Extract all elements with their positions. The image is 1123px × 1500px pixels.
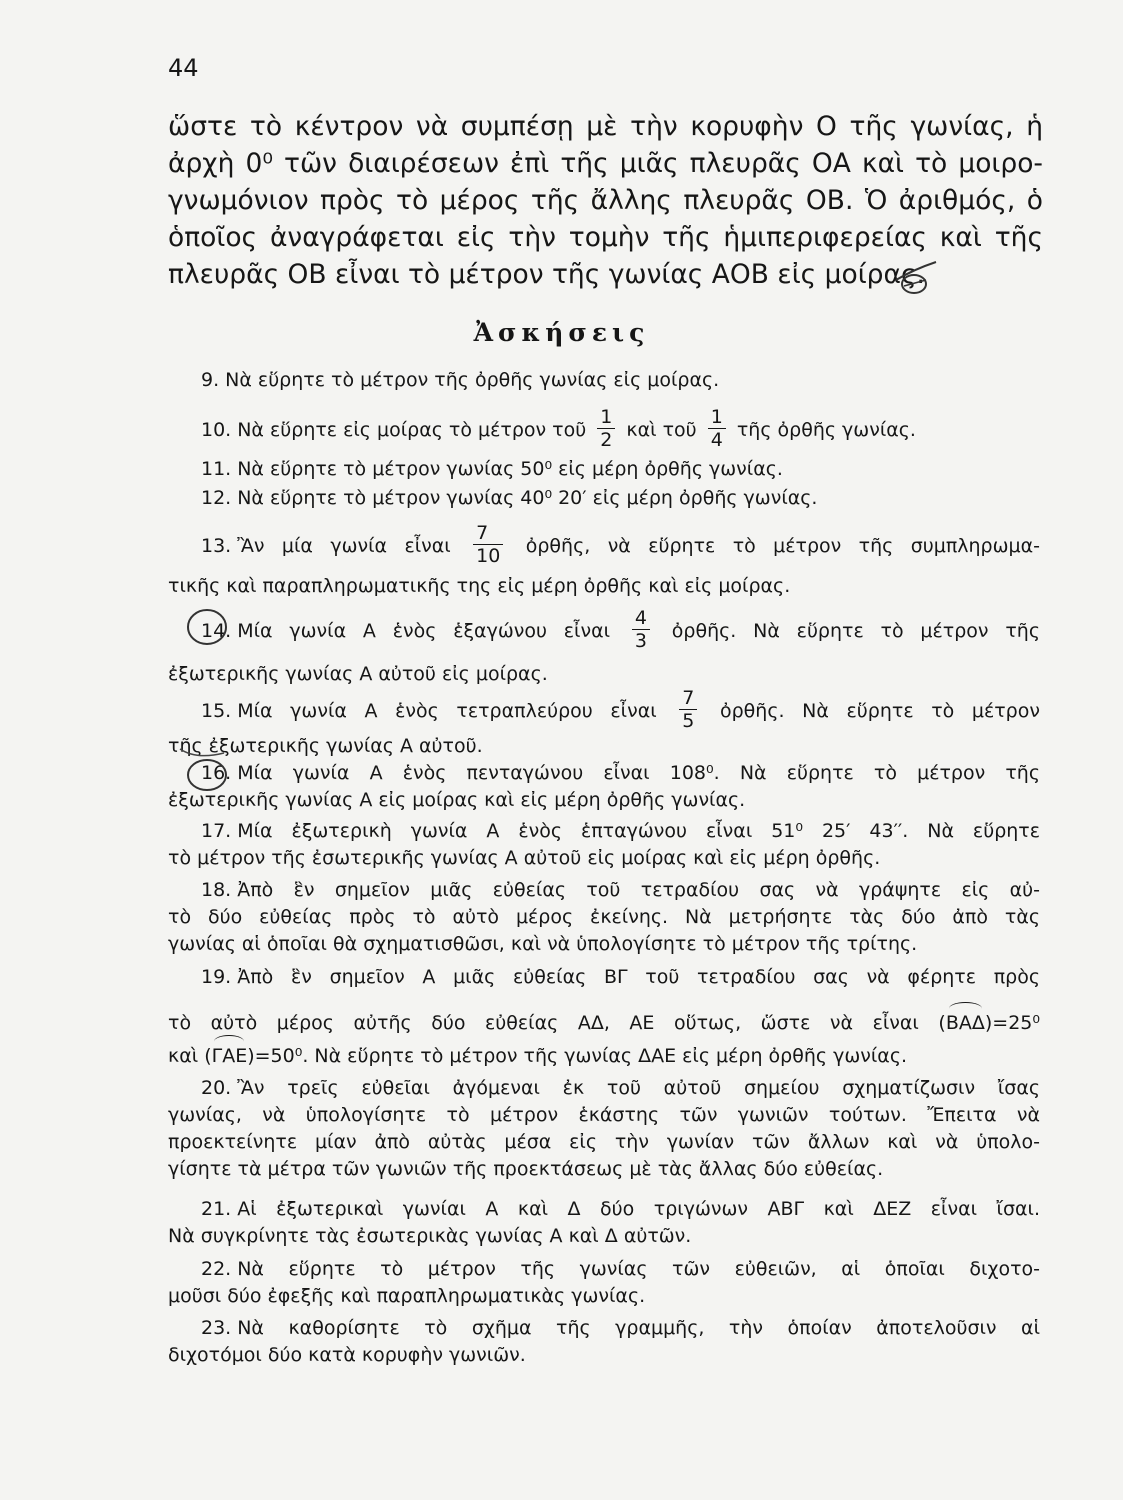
intro-line: ἀρχὴ 0⁰ τῶν διαιρέσεων ἐπὶ τῆς μιᾶς πλευρᾶς ΟΑ καὶ τὸ μοιρο-	[168, 148, 1043, 179]
fraction-four-thirds	[632, 607, 650, 652]
intro-line: ὥστε τὸ κέντρον νὰ συμπέσῃ μὲ τὴν κορυφὴν Ο τῆς γωνίας, ἡ	[168, 111, 1043, 142]
fraction-one-quarter	[708, 406, 726, 451]
exercise-18	[168, 877, 1040, 958]
exercise-text: Μία γωνία Α ἑνὸς ἑξαγώνου εἶναι	[237, 620, 611, 642]
fraction-seven-tenths	[473, 522, 503, 567]
exercise-text: Νὰ καθορίσητε τὸ σχῆμα τῆς γραμμῆς, τὴν ὁποίαν ἀποτελοῦσιν αἱ	[237, 1317, 1040, 1339]
exercise-text: Ἂν μία γωνία εἶναι	[237, 535, 451, 557]
exercise-line: τικῆς καὶ παραπληρωματικῆς της εἰς μέρη ὀρθῆς καὶ εἰς μοίρας.	[168, 575, 791, 597]
intro-line: ὁποῖος ἀναγράφεται εἰς τὴν τομὴν τῆς ἡμιπεριφερείας καὶ τῆς	[168, 222, 1043, 253]
exercise-line	[168, 760, 1040, 787]
exercise-text: Μία γωνία Α ἑνὸς πενταγώνου εἶναι 108⁰. Νὰ εὕρητε τὸ μέτρον τῆς	[237, 762, 1040, 784]
fraction-numerator: 4	[634, 607, 647, 629]
exercise-text: Μία ἐξωτερικὴ γωνία Α ἑνὸς ἑπταγώνου εἶναι 51⁰ 25′ 43′′. Νὰ εὕρητε	[237, 820, 1040, 842]
exercise-line: τὸ δύο εὐθείας πρὸς τὸ αὐτὸ μέρος ἐκείνης. Νὰ μετρήσητε τὰς δύο ἀπὸ τὰς	[168, 906, 1040, 928]
exercise-number: 21.	[201, 1198, 232, 1220]
fraction-seven-fifths	[679, 687, 697, 732]
exercise-text: Ἀπὸ ἓν σημεῖον Α μιᾶς εὐθείας ΒΓ τοῦ τετραδίου σας νὰ φέρητε πρὸς	[237, 966, 1040, 988]
exercise-line	[168, 456, 1040, 483]
exercise-number: 12.	[201, 487, 232, 509]
exercise-12	[168, 485, 1040, 512]
exercise-number: 11.	[201, 458, 232, 480]
exercise-line	[168, 1196, 1040, 1223]
exercise-text: ὀρθῆς, νὰ εὕρητε τὸ μέτρον τῆς συμπληρωμα-	[525, 535, 1040, 557]
exercise-number: 19.	[201, 966, 232, 988]
exercise-text: ὀρθῆς. Νὰ εὕρητε τὸ μέτρον τῆς	[671, 620, 1040, 642]
exercise-number: 10.	[201, 419, 232, 441]
angle-bad-notation: ΒΑΔ	[946, 1010, 985, 1037]
exercise-17	[168, 818, 1040, 872]
exercise-number: 15.	[201, 700, 232, 722]
exercise-line: τῆς ἐξωτερικῆς γωνίας Α αὐτοῦ.	[168, 735, 483, 757]
exercise-16	[168, 760, 1040, 814]
exercise-line	[168, 689, 1040, 734]
exercise-text: τῆς ὀρθῆς γωνίας.	[736, 419, 916, 441]
exercise-20	[168, 1075, 1040, 1183]
fraction-denominator: 10	[473, 544, 503, 567]
exercise-number: 20.	[201, 1077, 232, 1099]
exercise-number: 13.	[201, 535, 232, 557]
exercise-9	[168, 367, 1040, 394]
exercise-11	[168, 456, 1040, 483]
exercise-14	[168, 609, 1040, 688]
exercise-line	[168, 1075, 1040, 1102]
exercise-number: 18.	[201, 879, 232, 901]
exercise-line: τὸ μέτρον τῆς ἐσωτερικῆς γωνίας Α αὐτοῦ εἰς μοίρας καὶ εἰς μέρη ὀρθῆς.	[168, 847, 881, 869]
fraction-denominator: 3	[632, 629, 650, 652]
exercise-number: 9.	[201, 369, 220, 391]
exercise-text: καὶ τοῦ	[626, 419, 697, 441]
exercise-line: διχοτόμοι δύο κατὰ κορυφὴν γωνιῶν.	[168, 1344, 526, 1366]
fraction-denominator: 4	[708, 428, 726, 451]
intro-line: πλευρᾶς ΟΒ εἶναι τὸ μέτρον τῆς γωνίας ΑΟΒ εἰς μοίρας.	[168, 259, 925, 290]
exercise-line	[168, 485, 1040, 512]
intro-line: γνωμόνιον πρὸς τὸ μέρος τῆς ἄλλης πλευρᾶς ΟΒ. Ὁ ἀριθμός, ὁ	[168, 185, 1043, 216]
exercise-number: 14.	[201, 620, 232, 642]
fraction-one-half	[597, 406, 615, 451]
exercise-line: ἐξωτερικῆς γωνίας Α εἰς μοίρας καὶ εἰς μέρη ὀρθῆς γωνίας.	[168, 789, 746, 811]
exercise-21	[168, 1196, 1040, 1250]
exercise-number: 16.	[201, 762, 232, 784]
exercise-text: )=50⁰. Νὰ εὕρητε τὸ μέτρον τῆς γωνίας ΔΑΕ εἰς μέρη ὀρθῆς γωνίας.	[247, 1045, 908, 1067]
fraction-numerator: 7	[476, 522, 489, 544]
exercise-line	[168, 1315, 1040, 1342]
exercise-line: γωνίας, νὰ ὑπολογίσητε τὸ μέτρον ἑκάστης τῶν γωνιῶν τούτων. Ἔπειτα νὰ	[168, 1104, 1040, 1126]
exercise-line	[168, 877, 1040, 904]
exercise-number: 22.	[201, 1258, 232, 1280]
fraction-numerator: 7	[682, 687, 695, 709]
exercise-line: μοῦσι δύο ἐφεξῆς καὶ παραπληρωματικὰς γωνίας.	[168, 1285, 646, 1307]
exercise-10	[168, 408, 1040, 453]
fraction-denominator: 5	[679, 709, 697, 732]
exercise-text: Νὰ εὕρητε τὸ μέτρον γωνίας 40⁰ 20′ εἰς μέρη ὀρθῆς γωνίας.	[237, 487, 818, 509]
fraction-numerator: 1	[710, 406, 723, 428]
exercise-23	[168, 1315, 1040, 1369]
exercise-line	[168, 818, 1040, 845]
exercise-text: Αἱ ἐξωτερικαὶ γωνίαι Α καὶ Δ δύο τριγώνων ΑΒΓ καὶ ΔΕΖ εἶναι ἴσαι.	[237, 1198, 1040, 1220]
exercise-line: γίσητε τὰ μέτρα τῶν γωνιῶν τῆς προεκτάσεως μὲ τὰς ἄλλας δύο εὐθείας.	[168, 1158, 884, 1180]
exercise-line	[168, 367, 1040, 394]
exercise-13	[168, 524, 1040, 600]
section-heading: Ἀσκήσεις	[473, 318, 650, 347]
exercise-line	[168, 1043, 1040, 1070]
exercise-text: Νὰ εὕρητε τὸ μέτρον τῆς γωνίας τῶν εὐθειῶν, αἱ ὁποῖαι διχοτο-	[237, 1258, 1040, 1280]
page-number: 44	[168, 54, 199, 82]
exercise-text: Νὰ εὕρητε εἰς μοίρας τὸ μέτρον τοῦ	[237, 419, 587, 441]
angle-gae-notation: ΓΑΕ	[212, 1043, 248, 1070]
fraction-denominator: 2	[597, 428, 615, 451]
exercise-line	[168, 1010, 1040, 1037]
exercise-text: Ἀπὸ ἓν σημεῖον μιᾶς εὐθείας τοῦ τετραδίου σας νὰ γράψητε εἰς αὐ-	[237, 879, 1040, 901]
intro-paragraph	[168, 108, 1043, 293]
exercise-line: ἐξωτερικῆς γωνίας Α αὐτοῦ εἰς μοίρας.	[168, 663, 548, 685]
exercise-text: Νὰ εὕρητε τὸ μέτρον γωνίας 50⁰ εἰς μέρη ὀρθῆς γωνίας.	[237, 458, 783, 480]
exercise-line	[168, 1256, 1040, 1283]
exercise-text: )=25⁰	[984, 1012, 1040, 1034]
exercise-line	[168, 524, 1040, 569]
exercise-19	[168, 964, 1040, 1070]
exercise-line: προεκτείνητε μίαν ἀπὸ αὐτὰς μέσα εἰς τὴν γωνίαν τῶν ἄλλων καὶ νὰ ὑπολο-	[168, 1131, 1040, 1153]
exercise-line: γωνίας αἱ ὁποῖαι θὰ σχηματισθῶσι, καὶ νὰ ὑπολογίσητε τὸ μέτρον τῆς τρίτης.	[168, 933, 918, 955]
exercise-text: καὶ (	[168, 1045, 212, 1067]
exercise-line	[168, 408, 1040, 453]
exercise-15	[168, 689, 1040, 760]
exercise-text: ὀρθῆς. Νὰ εὕρητε τὸ μέτρον	[720, 700, 1040, 722]
fraction-numerator: 1	[600, 406, 613, 428]
exercise-text: τὸ αὐτὸ μέρος αὐτῆς δύο εὐθείας ΑΔ, ΑΕ οὕτως, ὥστε νὰ εἶναι (	[168, 1012, 946, 1034]
exercise-text: Ἂν τρεῖς εὐθεῖαι ἀγόμεναι ἐκ τοῦ αὐτοῦ σημείου σχηματίζωσιν ἴσας	[237, 1077, 1040, 1099]
exercise-line: Νὰ συγκρίνητε τὰς ἐσωτερικὰς γωνίας Α καὶ Δ αὐτῶν.	[168, 1225, 692, 1247]
exercise-22	[168, 1256, 1040, 1310]
exercise-number: 17.	[201, 820, 232, 842]
exercise-text: Μία γωνία Α ἑνὸς τετραπλεύρου εἶναι	[237, 700, 657, 722]
exercise-number: 23.	[201, 1317, 232, 1339]
exercise-text: Νὰ εὕρητε τὸ μέτρον τῆς ὀρθῆς γωνίας εἰς μοίρας.	[225, 369, 720, 391]
exercise-line	[168, 964, 1040, 991]
exercise-line	[168, 609, 1040, 654]
